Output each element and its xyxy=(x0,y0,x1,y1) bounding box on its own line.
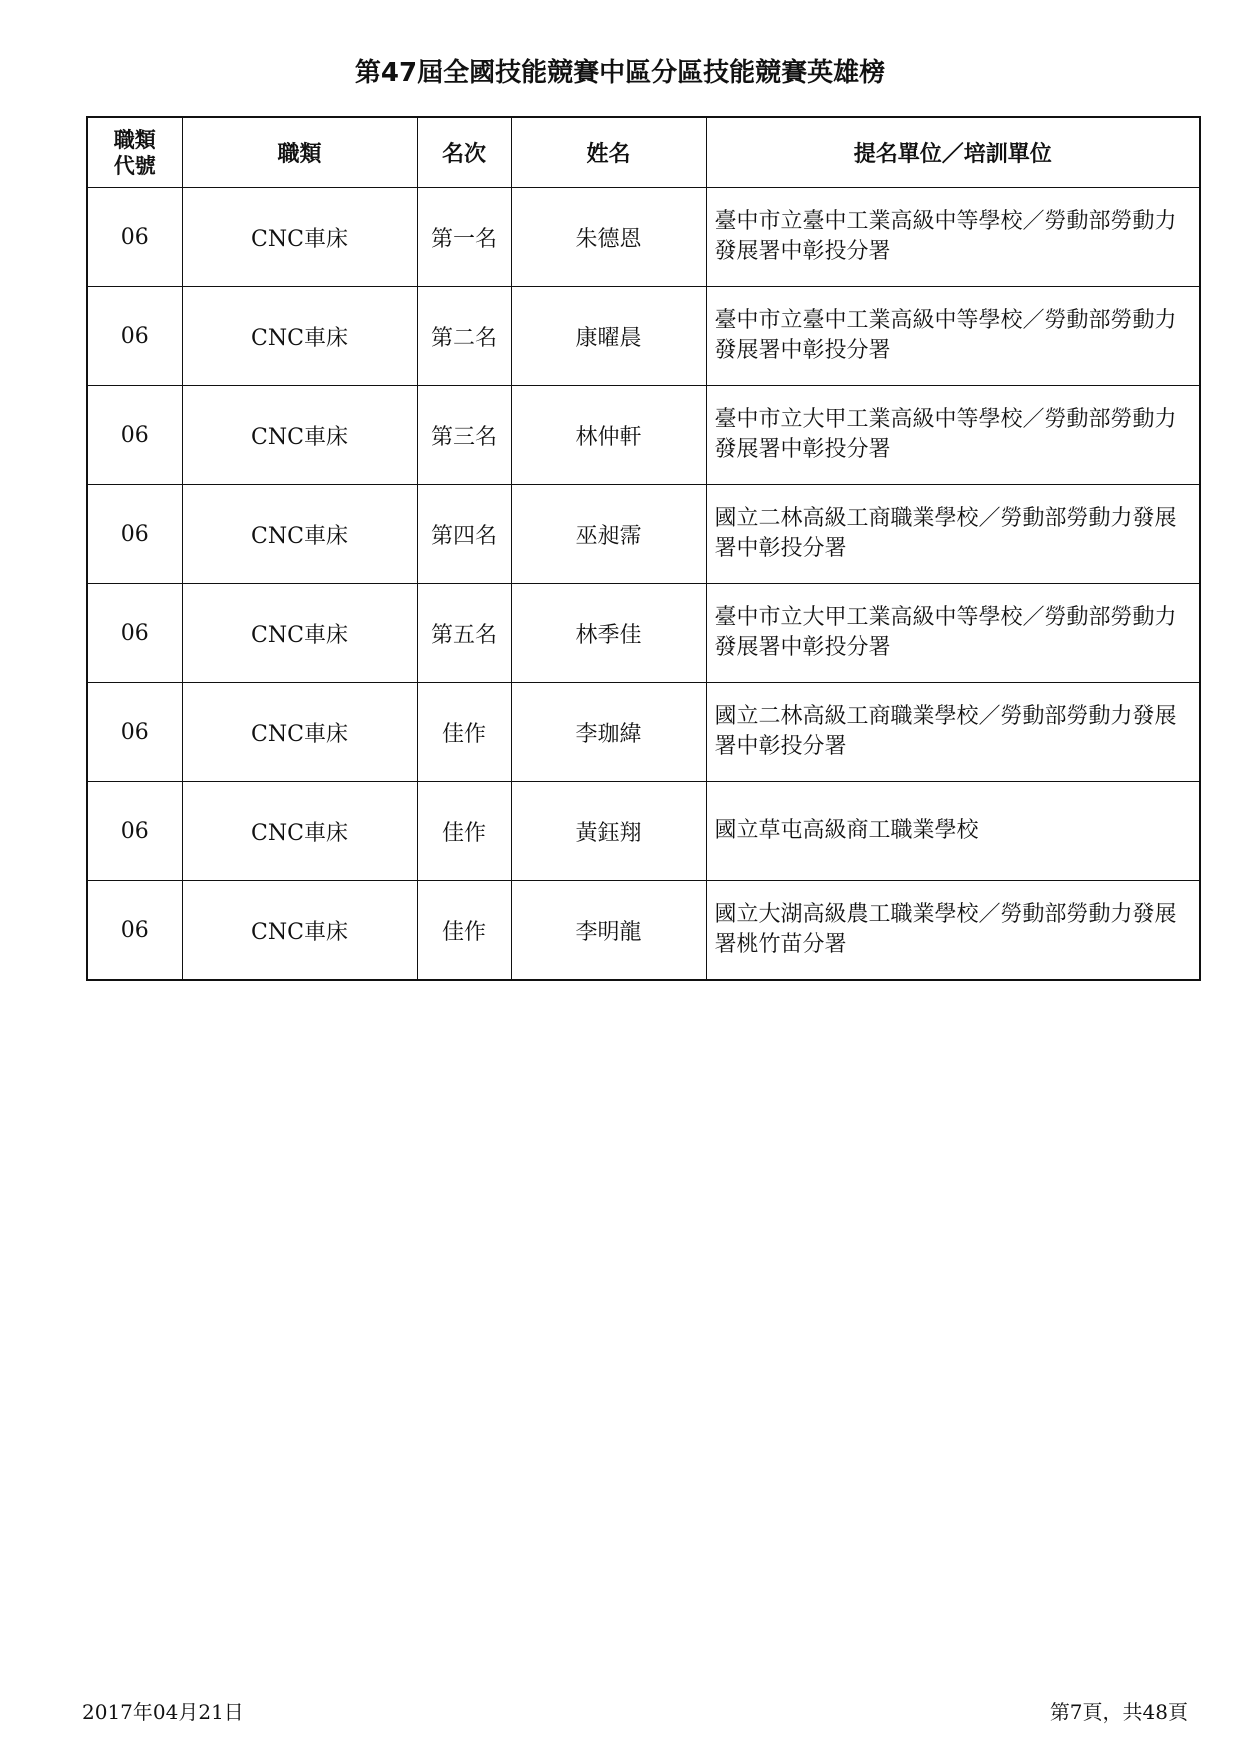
cell-trade: CNC車床 xyxy=(182,584,417,683)
footer-date: 2017年04月21日 xyxy=(82,1700,244,1724)
cell-code: 06 xyxy=(87,287,182,386)
cell-rank: 第二名 xyxy=(417,287,511,386)
cell-name: 林季佳 xyxy=(511,584,706,683)
cell-name: 康曜晨 xyxy=(511,287,706,386)
column-header-rank: 名次 xyxy=(417,117,511,188)
table-row xyxy=(87,782,1200,881)
cell-code: 06 xyxy=(87,188,182,287)
column-header-unit: 提名單位／培訓單位 xyxy=(706,117,1200,188)
cell-name: 朱德恩 xyxy=(511,188,706,287)
cell-rank: 第三名 xyxy=(417,386,511,485)
table-row xyxy=(87,386,1200,485)
cell-trade: CNC車床 xyxy=(182,287,417,386)
cell-rank: 第五名 xyxy=(417,584,511,683)
column-header-code-line2: 代號 xyxy=(113,153,156,178)
cell-code: 06 xyxy=(87,485,182,584)
cell-code: 06 xyxy=(87,782,182,881)
column-header-name: 姓名 xyxy=(511,117,706,188)
cell-unit: 國立二林高級工商職業學校／勞動部勞動力發展署中彰投分署 xyxy=(706,485,1200,584)
cell-trade: CNC車床 xyxy=(182,683,417,782)
table-row xyxy=(87,683,1200,782)
cell-unit: 臺中市立臺中工業高級中等學校／勞動部勞動力發展署中彰投分署 xyxy=(706,287,1200,386)
cell-rank: 第四名 xyxy=(417,485,511,584)
cell-rank: 佳作 xyxy=(417,683,511,782)
footer-page-number: 第7頁，共48頁 xyxy=(1049,1700,1188,1724)
cell-code: 06 xyxy=(87,683,182,782)
table-row xyxy=(87,584,1200,683)
cell-rank: 佳作 xyxy=(417,881,511,981)
table-header-row xyxy=(87,117,1200,188)
column-header-code xyxy=(87,117,182,188)
cell-unit: 國立二林高級工商職業學校／勞動部勞動力發展署中彰投分署 xyxy=(706,683,1200,782)
cell-trade: CNC車床 xyxy=(182,782,417,881)
cell-name: 林仲軒 xyxy=(511,386,706,485)
cell-rank: 佳作 xyxy=(417,782,511,881)
cell-trade: CNC車床 xyxy=(182,386,417,485)
cell-name: 李明龍 xyxy=(511,881,706,981)
cell-name: 李珈緯 xyxy=(511,683,706,782)
cell-name: 巫昶霈 xyxy=(511,485,706,584)
table-row xyxy=(87,881,1200,981)
cell-unit: 國立草屯高級商工職業學校 xyxy=(706,782,1200,881)
page-title: 第47屆全國技能競賽中區分區技能競賽英雄榜 xyxy=(354,58,886,88)
cell-code: 06 xyxy=(87,584,182,683)
table-row xyxy=(87,485,1200,584)
cell-trade: CNC車床 xyxy=(182,485,417,584)
column-header-code-line1: 職類 xyxy=(113,127,156,152)
cell-unit: 臺中市立大甲工業高級中等學校／勞動部勞動力發展署中彰投分署 xyxy=(706,584,1200,683)
table-row xyxy=(87,287,1200,386)
cell-code: 06 xyxy=(87,881,182,981)
cell-code: 06 xyxy=(87,386,182,485)
cell-unit: 臺中市立大甲工業高級中等學校／勞動部勞動力發展署中彰投分署 xyxy=(706,386,1200,485)
column-header-trade: 職類 xyxy=(182,117,417,188)
cell-rank: 第一名 xyxy=(417,188,511,287)
cell-name: 黃鈺翔 xyxy=(511,782,706,881)
results-table xyxy=(86,116,1201,981)
cell-unit: 臺中市立臺中工業高級中等學校／勞動部勞動力發展署中彰投分署 xyxy=(706,188,1200,287)
cell-trade: CNC車床 xyxy=(182,881,417,981)
table-row xyxy=(87,188,1200,287)
cell-unit: 國立大湖高級農工職業學校／勞動部勞動力發展署桃竹苗分署 xyxy=(706,881,1200,981)
cell-trade: CNC車床 xyxy=(182,188,417,287)
